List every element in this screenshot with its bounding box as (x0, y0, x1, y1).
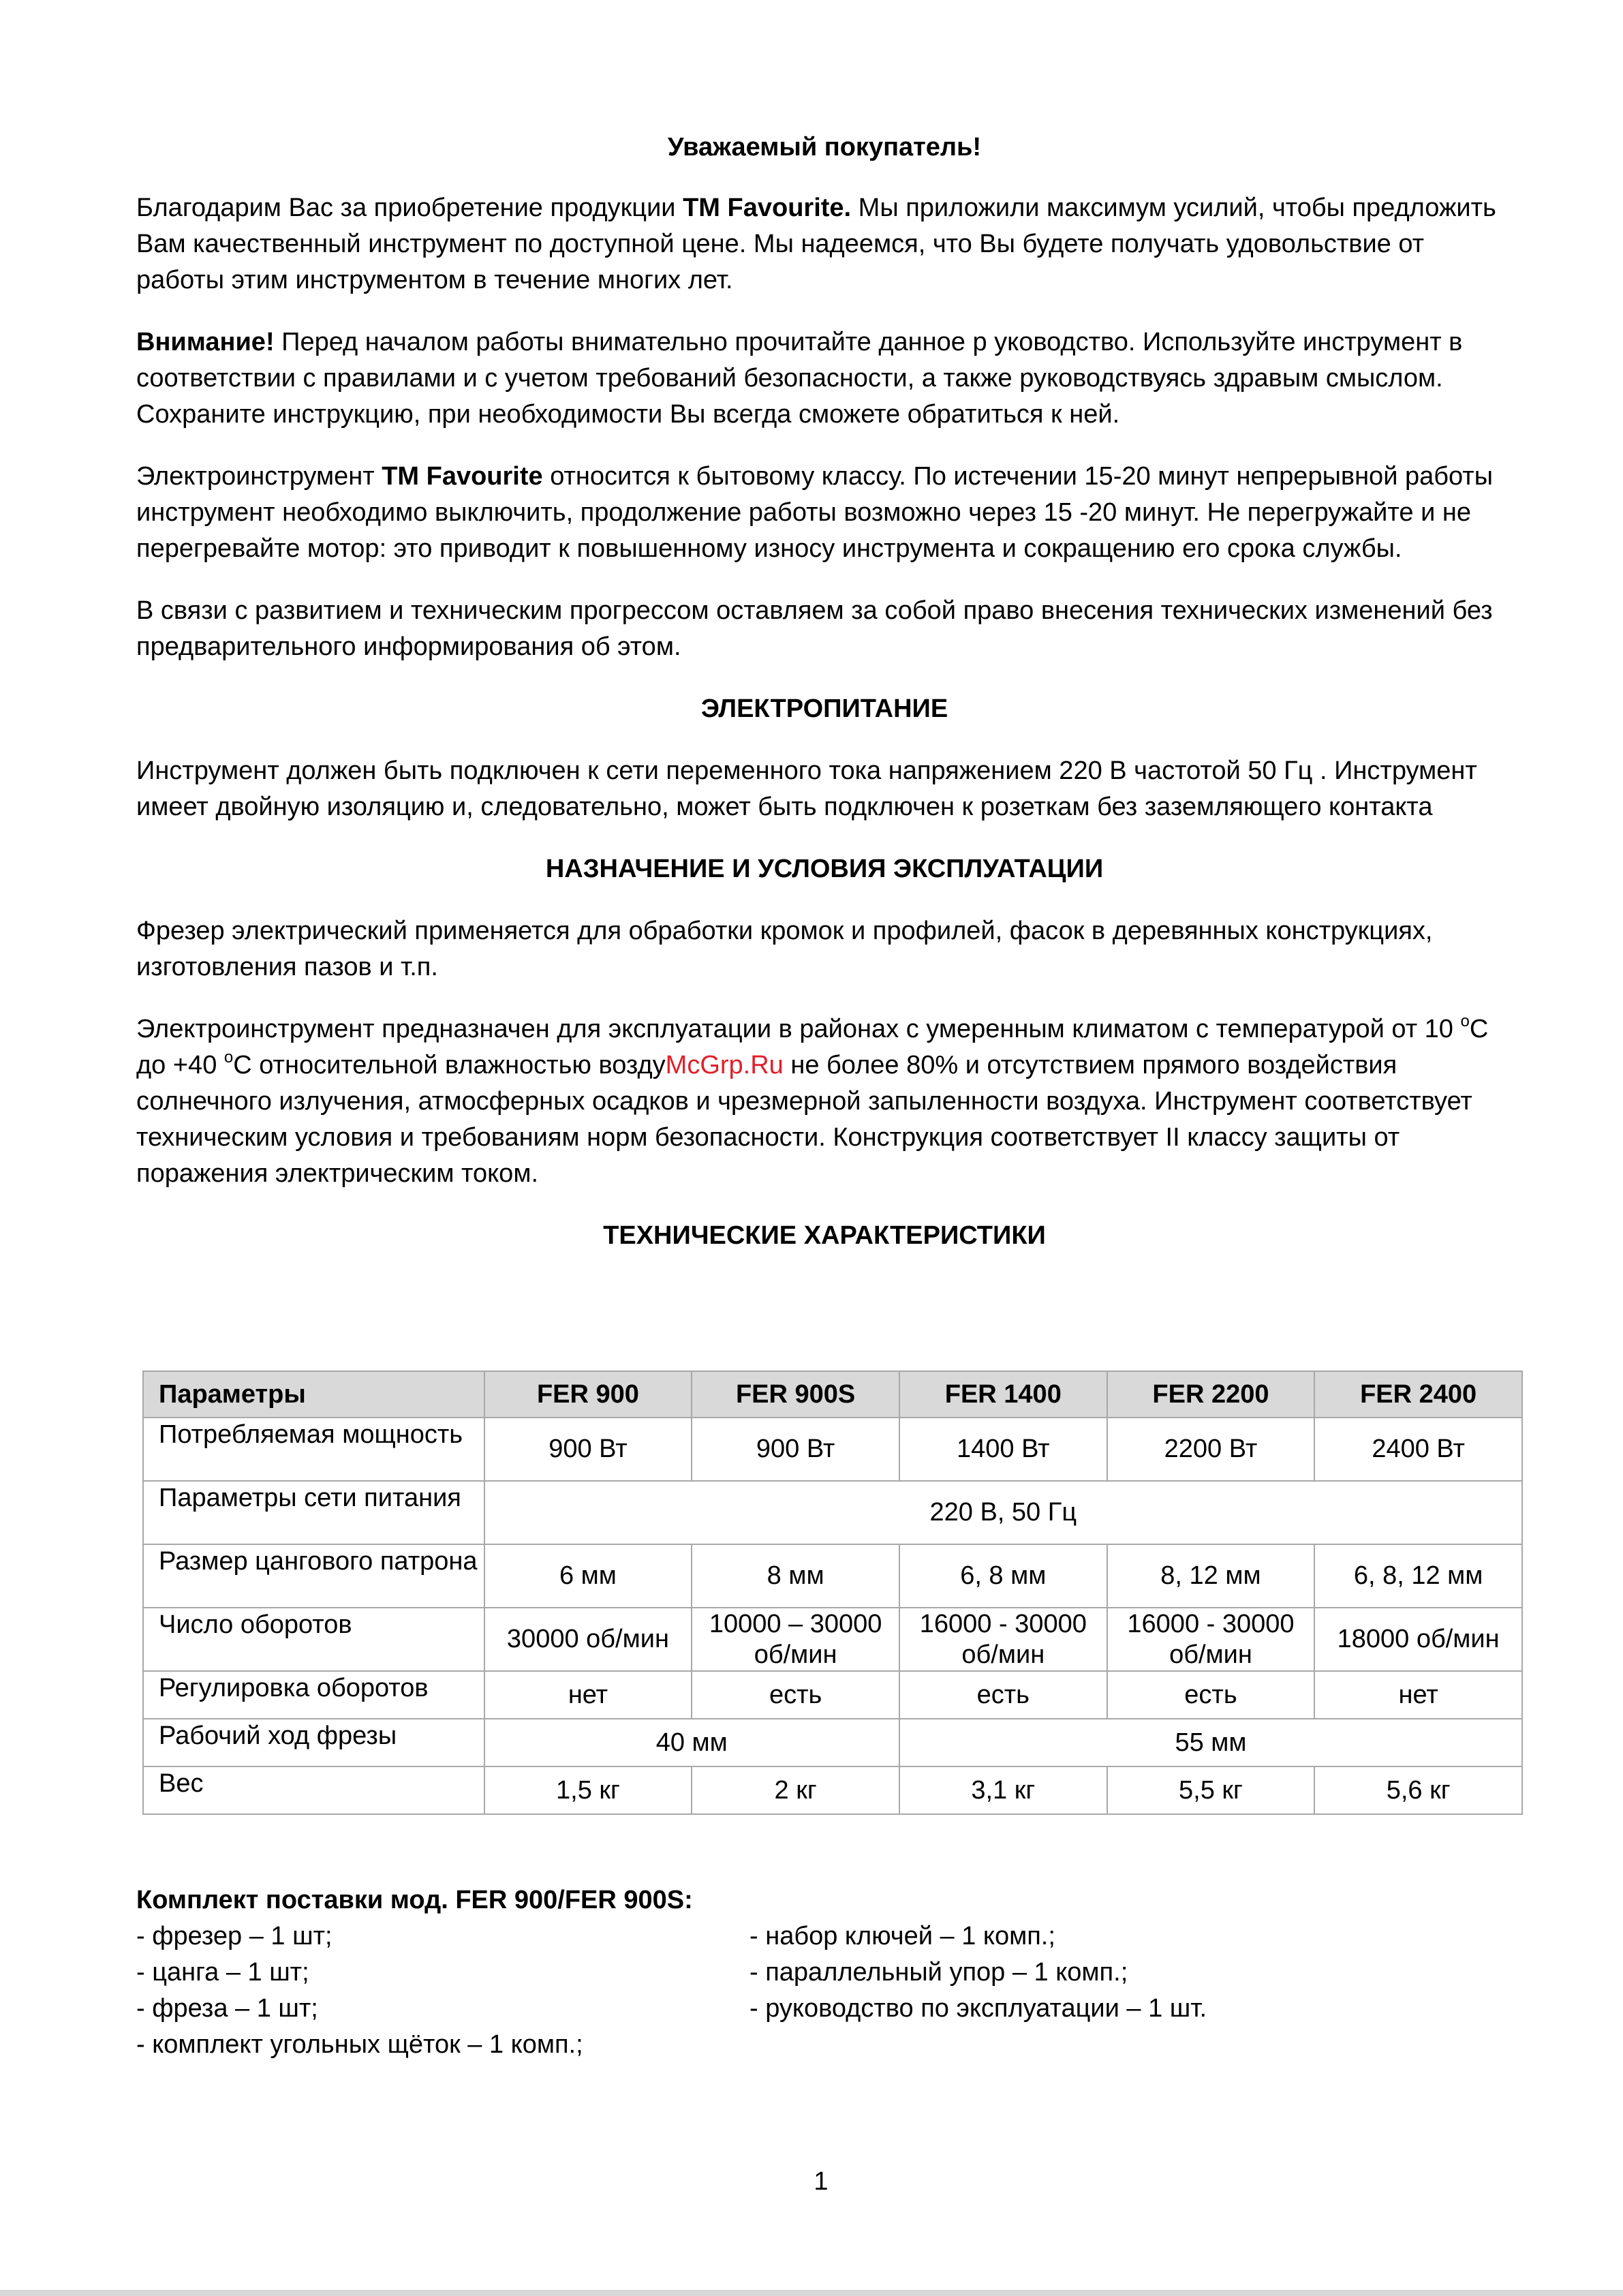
list-item: - комплект угольных щёток – 1 комп.; (136, 2030, 583, 2059)
document-body (136, 129, 1513, 1280)
table-cell: 6 мм (484, 1544, 692, 1608)
header-cell: FER 900 (484, 1371, 692, 1418)
kit-title: Комплект поставки мод. FER 900/FER 900S: (136, 1886, 693, 1914)
table-row (143, 1608, 1522, 1671)
usage-text: Электроинструмент (136, 462, 382, 491)
row-label: Вес (143, 1766, 484, 1814)
table-row (143, 1418, 1522, 1481)
table-cell: 16000 - 30000 об/мин (899, 1608, 1107, 1671)
table-cell: 18000 об/мин (1314, 1608, 1522, 1671)
table-cell: 40 мм (484, 1719, 899, 1766)
table-cell: 2200 Вт (1107, 1418, 1315, 1481)
table-cell: нет (484, 1671, 692, 1719)
row-label: Размер цангового патрона (143, 1544, 484, 1608)
brand-name-2: TM Favourite (382, 462, 543, 491)
table-row (143, 1766, 1522, 1814)
usage-text-continued: относится к бытовому классу. По истечении 15-20 минут непрерывной работы инструмент необходимо выключить, продолжение работы возможно через 15 -20 минут. Не перегружайте и не перегревайте мотор: это приводит к повышенному износу инструмента и сокращению его срока службы. (136, 462, 1494, 563)
page-number: 1 (814, 2167, 829, 2196)
list-item: - набор ключей – 1 комп.; (749, 1922, 1055, 1950)
usage-class-paragraph (136, 459, 1513, 567)
intro-text-continued: Мы приложили максимум усилий, чтобы предложить Вам качественный инструмент по доступной цене. Мы надеемся, что Вы будете получать удовольствие от работы этим инструментом в течение многих лет. (136, 194, 1496, 294)
conditions-paragraph (136, 1011, 1513, 1192)
row-label: Рабочий ход фрезы (143, 1719, 484, 1766)
conditions-text-4: не более 80% и отсутствием прямого воздействия солнечного излучения, атмосферных осадков и чрезмерной запыленности воздуха. Инструмент соответствует техническим условия и требованиям норм безопасности. Конструкция соответствует II классу защиты от поражения электрическим током. (136, 1051, 1472, 1188)
table-cell: 2400 Вт (1314, 1418, 1522, 1481)
header-cell: FER 1400 (899, 1371, 1107, 1418)
table-cell: 5,6 кг (1314, 1766, 1522, 1814)
degree-sign: o (1460, 1012, 1470, 1030)
table-row (143, 1544, 1522, 1608)
page-bottom-edge (0, 2290, 1623, 2296)
specs-heading: ТЕХНИЧЕСКИЕ ХАРАКТЕРИСТИКИ (603, 1221, 1046, 1250)
table-row (143, 1671, 1522, 1719)
row-label: Регулировка оборотов (143, 1671, 484, 1719)
table-header-row (143, 1371, 1522, 1418)
table-cell: 220 В, 50 Гц (484, 1481, 1522, 1544)
list-item: - цанга – 1 шт; (136, 1958, 309, 1987)
delivery-kit (136, 1882, 1513, 2063)
intro-text: Благодарим Вас за приобретение продукции (136, 194, 683, 222)
watermark-text: McGrp.Ru (665, 1051, 784, 1080)
table-cell: 16000 - 30000 об/мин (1107, 1608, 1315, 1671)
table-cell: нет (1314, 1671, 1522, 1719)
table-cell: есть (1107, 1671, 1315, 1719)
row-label: Параметры сети питания (143, 1481, 484, 1544)
attention-text: Перед началом работы внимательно прочитайте данное р уководство. Используйте инструмент в соответствии с правилами и с учетом требований безопасности, а также руководствуясь здравым смыслом. Сохраните инструкцию, при необходимости Вы всегда сможете обратиться к ней. (136, 328, 1463, 429)
purpose-paragraph: Фрезер электрический применяется для обработки кромок и профилей, фасок в деревянных конструкциях, изготовления пазов и т.п. (136, 917, 1433, 981)
conditions-text: Электроинструмент предназначен для эксплуатации в районах с умеренным климатом с температурой от 10 (136, 1015, 1461, 1043)
table-cell: 55 мм (899, 1719, 1522, 1766)
table-cell: 1,5 кг (484, 1766, 692, 1814)
table-cell: 10000 – 30000 об/мин (692, 1608, 899, 1671)
conditions-text-3: С относительной влажностью возду (233, 1051, 666, 1080)
table-cell: 30000 об/мин (484, 1608, 692, 1671)
table-cell: 2 кг (692, 1766, 899, 1814)
purpose-heading: НАЗНАЧЕНИЕ И УСЛОВИЯ ЭКСПЛУАТАЦИИ (545, 855, 1104, 883)
table-cell: 6, 8, 12 мм (1314, 1544, 1522, 1608)
table-cell: 8 мм (692, 1544, 899, 1608)
header-cell: FER 2200 (1107, 1371, 1315, 1418)
table-cell: 5,5 кг (1107, 1766, 1315, 1814)
degree-sign-2: o (223, 1048, 234, 1067)
brand-name: TM Favourite. (683, 194, 852, 222)
kit-list-left (136, 1918, 749, 2063)
attention-label: Внимание! (136, 328, 275, 356)
changes-paragraph: В связи с развитием и техническим прогрессом оставляем за собой право внесения технических изменений без предварительного информирования об этом. (136, 596, 1493, 661)
conditions-text-2: С до +40 (136, 1015, 1489, 1080)
header-cell: FER 2400 (1314, 1371, 1522, 1418)
specs-table (142, 1371, 1523, 1815)
list-item: - параллельный упор – 1 комп.; (749, 1958, 1128, 1987)
table-cell: есть (899, 1671, 1107, 1719)
intro-paragraph (136, 190, 1513, 299)
table-cell: 1400 Вт (899, 1418, 1107, 1481)
table-cell: 900 Вт (692, 1418, 899, 1481)
table-cell: 3,1 кг (899, 1766, 1107, 1814)
power-paragraph: Инструмент должен быть подключен к сети переменного тока напряжением 220 В частотой 50 Гц . Инструмент имеет двойную изоляцию и, следовательно, может быть подключен к розеткам без заземляющего контакта (136, 756, 1477, 821)
kit-list-right (749, 1918, 1499, 2063)
table-cell: есть (692, 1671, 899, 1719)
list-item: - фрезер – 1 шт; (136, 1922, 333, 1950)
row-label: Потребляемая мощность (143, 1418, 484, 1481)
table-cell: 900 Вт (484, 1418, 692, 1481)
table-row (143, 1481, 1522, 1544)
attention-paragraph (136, 324, 1513, 433)
greeting-title: Уважаемый покупатель! (667, 133, 982, 162)
table-cell: 8, 12 мм (1107, 1544, 1315, 1608)
list-item: - фреза – 1 шт; (136, 1994, 318, 2023)
header-cell: Параметры (143, 1371, 484, 1418)
list-item: - руководство по эксплуатации – 1 шт. (749, 1994, 1207, 2023)
header-cell: FER 900S (692, 1371, 899, 1418)
power-heading: ЭЛЕКТРОПИТАНИЕ (700, 694, 948, 723)
table-cell: 6, 8 мм (899, 1544, 1107, 1608)
kit-lists (136, 1918, 1513, 2063)
table-row (143, 1719, 1522, 1766)
row-label: Число оборотов (143, 1608, 484, 1671)
